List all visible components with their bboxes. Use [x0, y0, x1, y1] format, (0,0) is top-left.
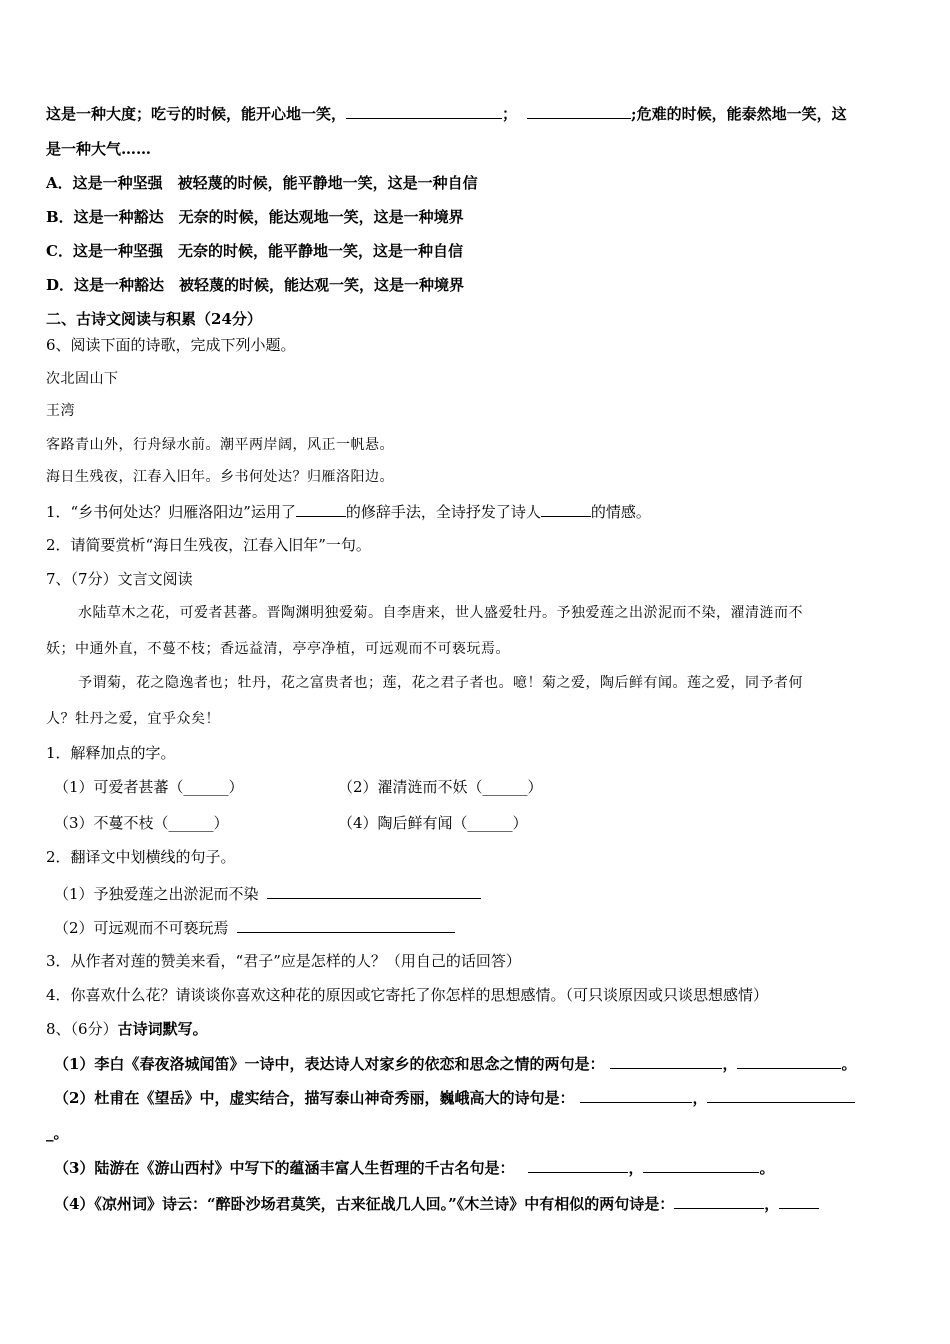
- q8-item4-blank-2[interactable]: [779, 1194, 819, 1209]
- q5-stem-sep: ；: [502, 105, 518, 123]
- q8-item4-comma: ，: [764, 1195, 780, 1213]
- q7-sub1-item2[interactable]: （2）濯清涟而不妖（______）: [338, 778, 543, 796]
- q8-item1-period: 。: [841, 1055, 857, 1073]
- q7-para1-line1: 水陆草木之花，可爱者甚蕃。晋陶渊明独爱菊。自李唐来，世人盛爱牡丹。予独爱莲之出淤泥而不染，濯清涟而不: [78, 605, 803, 621]
- q8-item2: [54, 1088, 855, 1107]
- q6-poem-line2: 海日生残夜，江春入旧年。乡书何处达？归雁洛阳边。: [46, 469, 394, 485]
- q7-sub1-item3[interactable]: （3）不蔓不枝（______）: [54, 814, 229, 832]
- q5-option-d[interactable]: D．这是一种豁达 被轻蔑的时候，能达观一笑，这是一种境界: [46, 276, 465, 294]
- q5-blank-1[interactable]: [346, 104, 502, 119]
- q8-item2-blank-1[interactable]: [580, 1088, 692, 1103]
- q5-stem-part2: ;危难的时候，能泰然地一笑，这: [631, 105, 847, 123]
- q8-item2-tail: _。: [46, 1124, 69, 1142]
- q7-para1-line2: 妖；中通外直，不蔓不枝；香远益清，亭亭净植，可远观而不可亵玩焉。: [46, 641, 510, 657]
- q6-sub1-blank-1[interactable]: [296, 502, 346, 517]
- q7-sub2-answer-2[interactable]: [237, 918, 455, 933]
- q6-sub1-part-a: 1．“乡书何处达？归雁洛阳边”运用了: [46, 503, 296, 521]
- section2-title: 二、古诗文阅读与积累（24分）: [46, 310, 262, 328]
- q8-item1-comma: ，: [722, 1055, 738, 1073]
- q8-item4: [54, 1194, 819, 1213]
- q7-sub2-item1-text: （1）予独爱莲之出淤泥而不染: [54, 885, 259, 903]
- q8-item4-text: （4）《凉州词》诗云：“醉卧沙场君莫笑，古来征战几人回。”《木兰诗》中有相似的两句诗是：: [54, 1195, 675, 1213]
- q8-intro-title: 古诗词默写。: [117, 1020, 208, 1038]
- q6-sub1-blank-2[interactable]: [541, 502, 591, 517]
- q8-item2-blank-2[interactable]: [707, 1088, 855, 1103]
- q8-item1-blank-1[interactable]: [610, 1054, 722, 1069]
- q8-item1: [54, 1054, 856, 1073]
- q5-option-b[interactable]: B．这是一种豁达 无奈的时候，能达观地一笑，这是一种境界: [46, 208, 464, 226]
- q7-para2-line1: 予谓菊，花之隐逸者也；牡丹，花之富贵者也；莲，花之君子者也。噫！菊之爱，陶后鲜有闻。莲之爱，同予者何: [78, 675, 803, 691]
- q7-para2-line2: 人？牡丹之爱，宜乎众矣！: [46, 711, 220, 727]
- q5-blank-2[interactable]: [527, 104, 631, 119]
- q7-sub3: 3．从作者对莲的赞美来看，“君子”应是怎样的人？（用自己的话回答）: [46, 952, 521, 970]
- q8-item2-comma: ，: [692, 1089, 708, 1107]
- q5-stem-line2: 是一种大气……: [46, 140, 152, 158]
- q8-item1-text: （1）李白《春夜洛城闻笛》一诗中，表达诗人对家乡的依恋和思念之情的两句是：: [54, 1055, 605, 1073]
- q6-sub1-part-b: 的修辞手法，全诗抒发了诗人: [345, 503, 541, 521]
- q8-item3-comma: ，: [628, 1159, 644, 1177]
- q6-sub2: 2．请简要赏析“海日生残夜，江春入旧年”一句。: [46, 536, 371, 554]
- q7-sub2-item2: [54, 918, 455, 937]
- q8-item1-blank-2[interactable]: [737, 1054, 841, 1069]
- q7-intro: 7、（7分）文言文阅读: [46, 570, 193, 588]
- q8-item3-period: 。: [759, 1159, 775, 1177]
- q7-sub1-item1[interactable]: （1）可爱者甚蕃（______）: [54, 778, 244, 796]
- q8-item2-text: （2）杜甫在《望岳》中，虚实结合，描写泰山神奇秀丽，巍峨高大的诗句是：: [54, 1089, 575, 1107]
- q6-intro: 6、阅读下面的诗歌，完成下列小题。: [46, 336, 296, 354]
- q5-stem-part1: 这是一种大度；吃亏的时候，能开心地一笑，: [46, 105, 347, 123]
- q8-item3-blank-2[interactable]: [643, 1158, 759, 1173]
- q6-poem-line1: 客路青山外，行舟绿水前。潮平两岸阔，风正一帆悬。: [46, 437, 394, 453]
- q5-option-c[interactable]: C．这是一种坚强 无奈的时候，能平静地一笑，这是一种自信: [46, 242, 463, 260]
- q8-item3-blank-1[interactable]: [528, 1158, 628, 1173]
- q6-sub1: [46, 502, 651, 521]
- q8-item3: [54, 1158, 774, 1177]
- q5-option-a[interactable]: A．这是一种坚强 被轻蔑的时候，能平静地一笑，这是一种自信: [46, 174, 478, 192]
- q7-sub1: 1．解释加点的字。: [46, 744, 176, 762]
- q8-intro: [46, 1020, 208, 1038]
- q6-sub1-part-c: 的情感。: [590, 503, 651, 521]
- q8-intro-num: 8、（6分）: [46, 1020, 118, 1038]
- q8-item4-blank-1[interactable]: [674, 1194, 764, 1209]
- q5-stem-line1: [46, 104, 847, 123]
- q6-poem-author: 王湾: [46, 403, 75, 419]
- q7-sub4: 4．你喜欢什么花？请谈谈你喜欢这种花的原因或它寄托了你怎样的思想感情。（可只谈原因或只谈思想感情）: [46, 986, 769, 1004]
- q7-sub1-item4[interactable]: （4）陶后鲜有闻（______）: [338, 814, 528, 832]
- q7-sub2-item2-text: （2）可远观而不可亵玩焉: [54, 919, 229, 937]
- q6-poem-title: 次北固山下: [46, 371, 119, 387]
- q7-sub2-answer-1[interactable]: [267, 884, 481, 899]
- q8-item3-text: （3）陆游在《游山西村》中写下的蕴涵丰富人生哲理的千古名句是：: [54, 1159, 515, 1177]
- q7-sub2-item1: [54, 884, 481, 903]
- q7-sub2: 2．翻译文中划横线的句子。: [46, 848, 236, 866]
